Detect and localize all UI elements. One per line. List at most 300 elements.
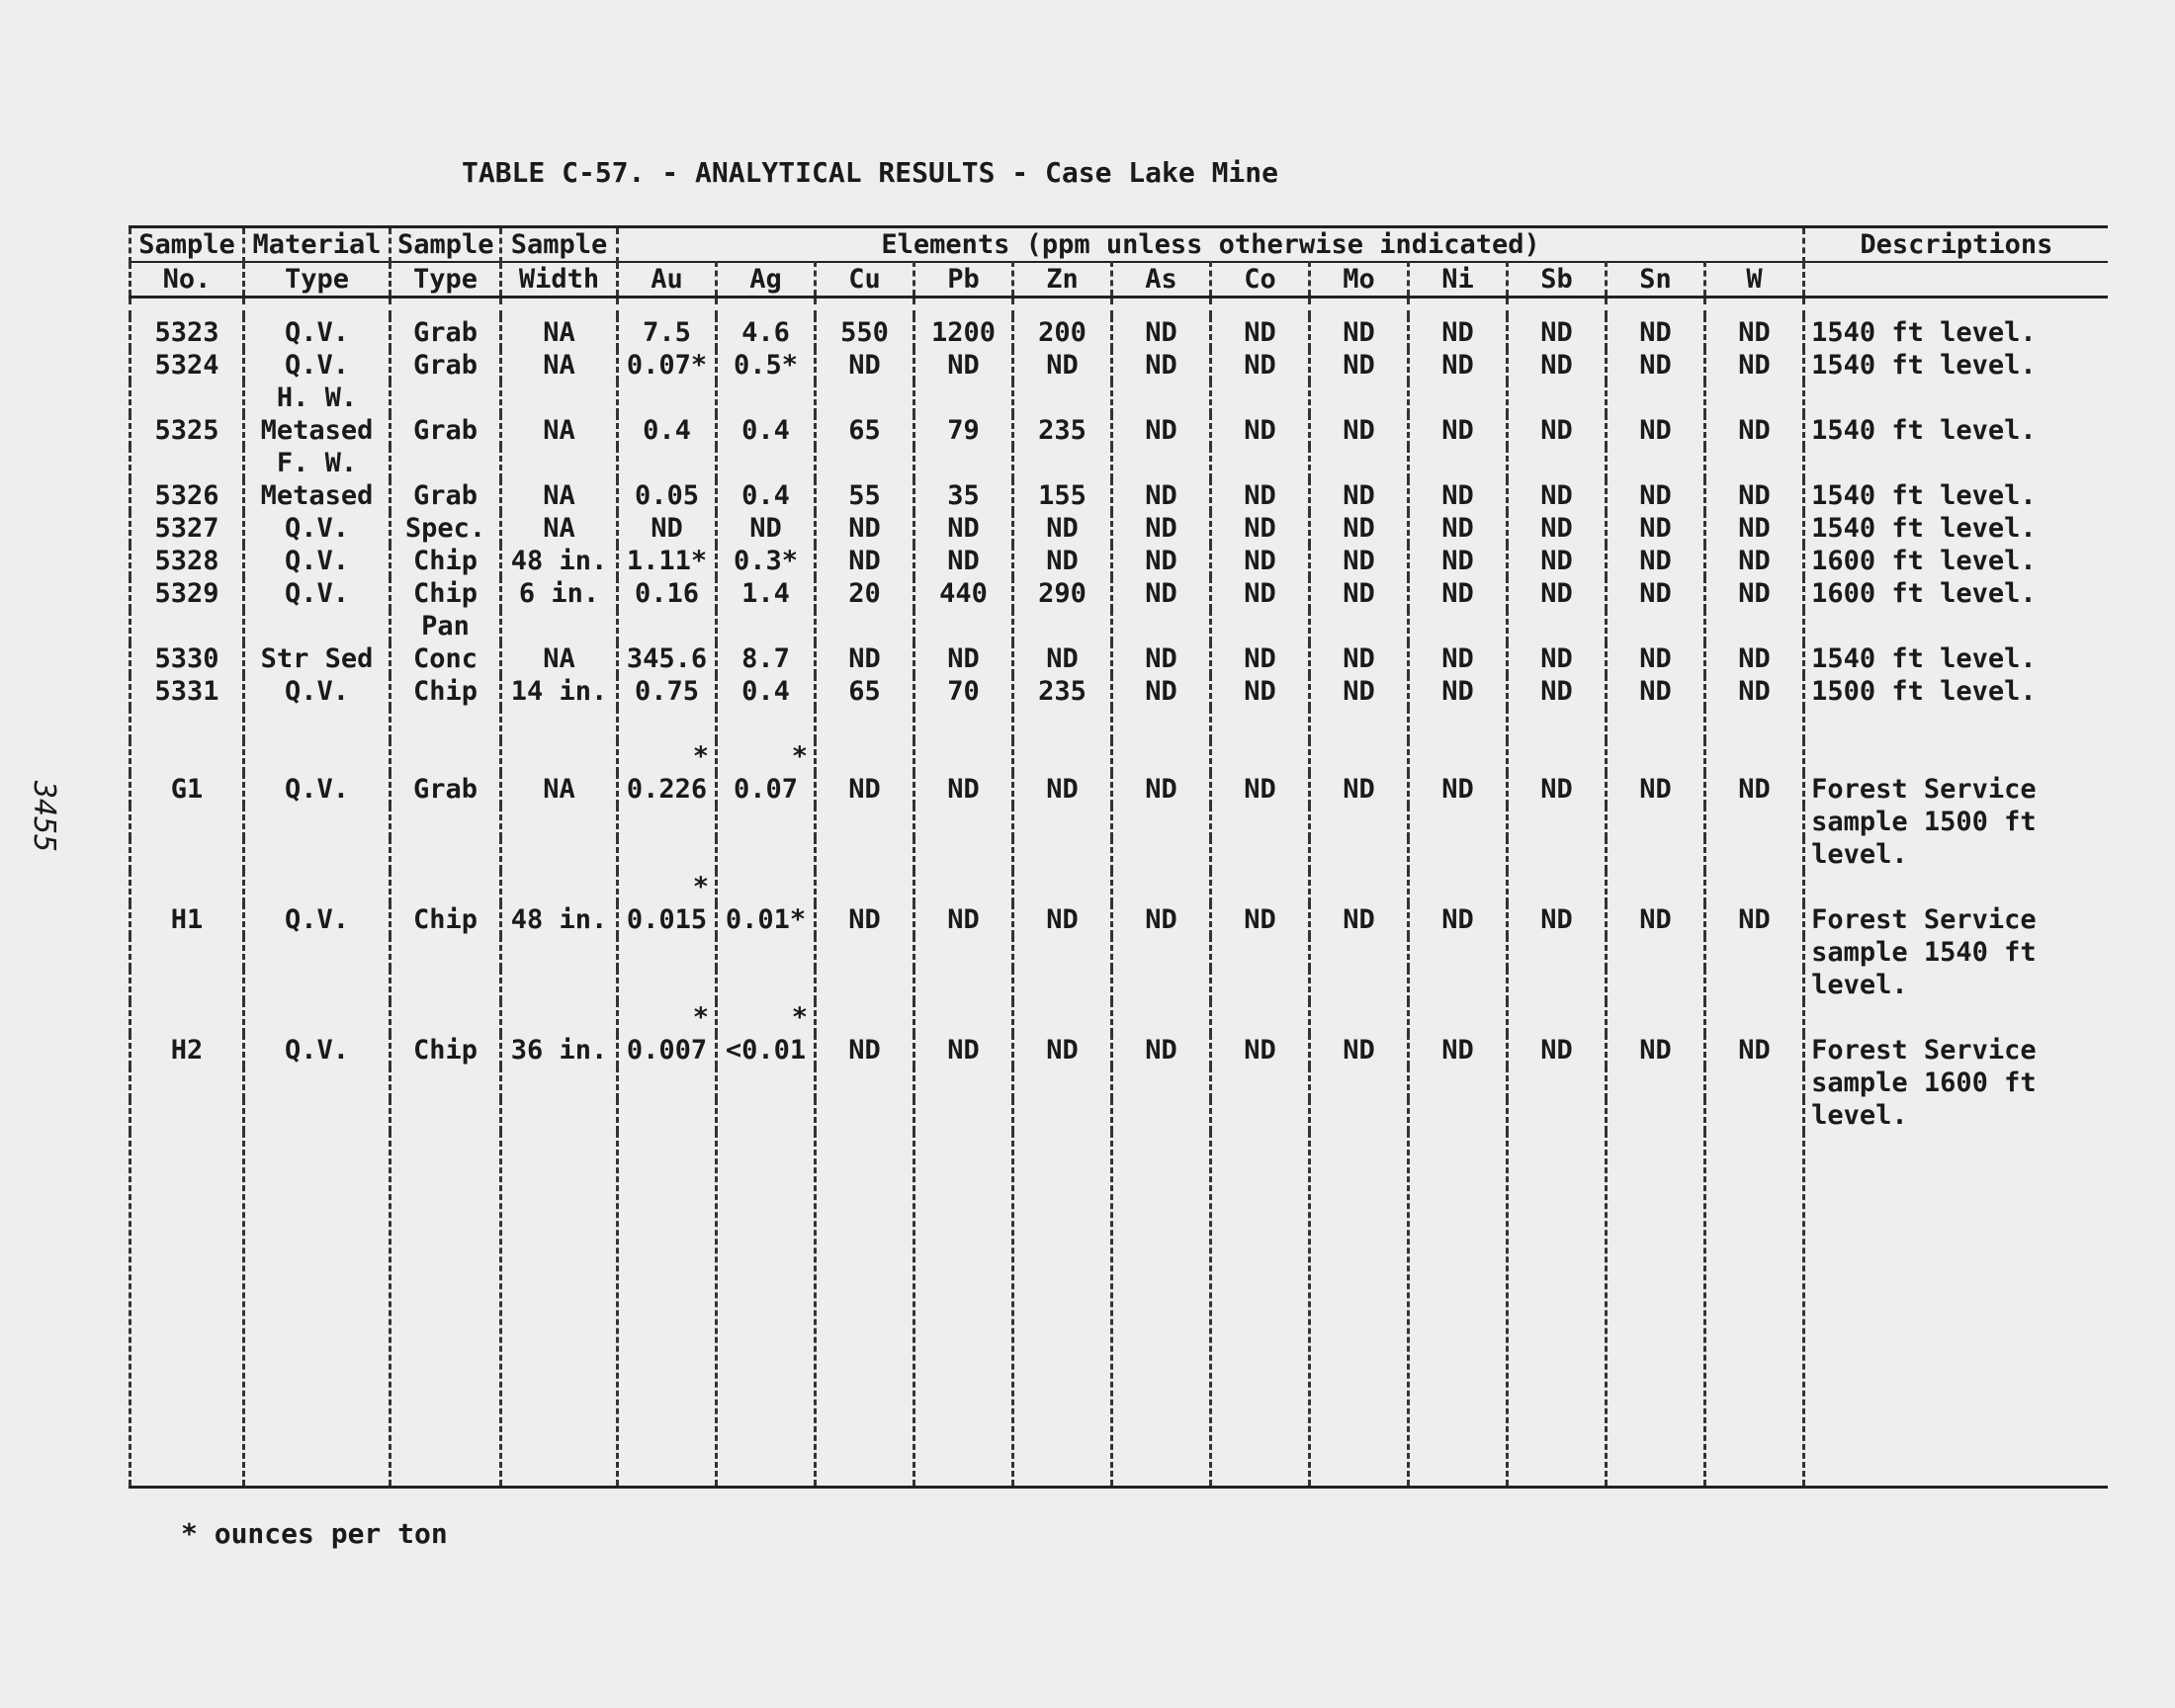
zn-cell: ND: [1013, 545, 1112, 577]
blank-cell: [391, 806, 501, 838]
blank-cell: [1409, 382, 1508, 414]
blank-cell: [130, 382, 244, 414]
header-zn: Zn: [1013, 262, 1112, 298]
blank-cell: [1211, 740, 1310, 773]
blank-cell: [1607, 871, 1705, 903]
as-cell: ND: [1112, 773, 1211, 806]
blank-cell: [1508, 382, 1607, 414]
description-cell: level.: [1804, 838, 2108, 871]
header-sample-type: Sample: [391, 227, 501, 263]
blank-cell: [816, 1132, 914, 1488]
ag-unit-asterisk: *: [717, 1001, 816, 1034]
sample-type-cell: Grab: [391, 414, 501, 447]
blank-cell: [501, 871, 618, 903]
sample-no-cell: 5327: [130, 512, 244, 545]
sample-no-cell: 5330: [130, 642, 244, 675]
blank-cell: [618, 1099, 717, 1132]
material-type-prefix: F. W.: [244, 447, 391, 479]
blank-cell: [244, 708, 391, 740]
blank-cell: [130, 610, 244, 642]
blank-cell: [1211, 806, 1310, 838]
pb-cell: ND: [914, 903, 1013, 936]
blank-cell: [914, 610, 1013, 642]
description-cell: sample 1540 ft: [1804, 936, 2108, 969]
table-row: [130, 675, 2108, 708]
blank-cell: [1705, 610, 1804, 642]
description-cell: 1540 ft level.: [1804, 349, 2108, 382]
ag-cell: 0.5*: [717, 349, 816, 382]
description-cell: Forest Service: [1804, 773, 2108, 806]
as-cell: ND: [1112, 512, 1211, 545]
blank-cell: [501, 1099, 618, 1132]
w-cell: ND: [1705, 512, 1804, 545]
blank-cell: [1607, 806, 1705, 838]
sample-type-cell: Chip: [391, 903, 501, 936]
description-cell: 1540 ft level.: [1804, 414, 2108, 447]
ag-unit-asterisk: [717, 871, 816, 903]
blank-cell: [618, 969, 717, 1001]
cu-cell: ND: [816, 773, 914, 806]
material-type-cell: Q.V.: [244, 577, 391, 610]
blank-cell: [618, 447, 717, 479]
blank-cell: [1804, 708, 2108, 740]
pb-cell: ND: [914, 545, 1013, 577]
au-unit-asterisk: *: [618, 1001, 717, 1034]
au-cell: 0.07*: [618, 349, 717, 382]
blank-cell: [1013, 382, 1112, 414]
ag-cell: 0.4: [717, 479, 816, 512]
blank-cell: [1508, 969, 1607, 1001]
blank-cell: [1607, 610, 1705, 642]
blank-cell: [1013, 1132, 1112, 1488]
blank-cell: [1607, 1099, 1705, 1132]
blank-cell: [1607, 740, 1705, 773]
table-row-prefix: [130, 447, 2108, 479]
au-cell: 0.015: [618, 903, 717, 936]
material-type-cell: Str Sed: [244, 642, 391, 675]
blank-cell: [1211, 969, 1310, 1001]
sample-width-cell: NA: [501, 479, 618, 512]
as-cell: ND: [1112, 1034, 1211, 1067]
blank-cell: [1804, 610, 2108, 642]
sample-type-cell: Chip: [391, 577, 501, 610]
as-cell: ND: [1112, 577, 1211, 610]
material-type-cell: Q.V.: [244, 545, 391, 577]
sn-cell: ND: [1607, 642, 1705, 675]
cu-cell: 55: [816, 479, 914, 512]
cu-cell: 65: [816, 675, 914, 708]
table-row: [130, 577, 2108, 610]
blank-cell: [914, 871, 1013, 903]
blank-cell: [1409, 1132, 1508, 1488]
sample-no-cell: H1: [130, 903, 244, 936]
blank-cell: [391, 1099, 501, 1132]
au-cell: 0.4: [618, 414, 717, 447]
blank-cell: [1013, 936, 1112, 969]
blank-cell: [1013, 740, 1112, 773]
asterisk-row: [130, 740, 2108, 773]
header-sn: Sn: [1607, 262, 1705, 298]
ni-cell: ND: [1409, 414, 1508, 447]
blank-cell: [618, 298, 717, 317]
blank-cell: [391, 1067, 501, 1099]
cu-cell: ND: [816, 349, 914, 382]
blank-cell: [130, 298, 244, 317]
table-row: [130, 773, 2108, 806]
header-no: No.: [130, 262, 244, 298]
blank-cell: [914, 382, 1013, 414]
description-cell: sample 1500 ft: [1804, 806, 2108, 838]
ag-cell: 8.7: [717, 642, 816, 675]
table-body: [130, 298, 2108, 1488]
ni-cell: ND: [1409, 773, 1508, 806]
co-cell: ND: [1211, 545, 1310, 577]
sn-cell: ND: [1607, 349, 1705, 382]
header-pb: Pb: [914, 262, 1013, 298]
sn-cell: ND: [1607, 512, 1705, 545]
blank-cell: [501, 1132, 618, 1488]
blank-cell: [244, 610, 391, 642]
blank-cell: [816, 382, 914, 414]
footnote: * ounces per ton: [181, 1517, 448, 1550]
blank-cell: [1705, 806, 1804, 838]
au-cell: 1.11*: [618, 545, 717, 577]
pb-cell: ND: [914, 773, 1013, 806]
sn-cell: ND: [1607, 1034, 1705, 1067]
description-cell: 1600 ft level.: [1804, 577, 2108, 610]
ni-cell: ND: [1409, 349, 1508, 382]
sample-no-cell: 5323: [130, 316, 244, 349]
blank-cell: [1508, 1132, 1607, 1488]
zn-cell: 290: [1013, 577, 1112, 610]
sample-width-cell: 14 in.: [501, 675, 618, 708]
pb-cell: ND: [914, 642, 1013, 675]
blank-cell: [501, 806, 618, 838]
sample-type-cell: Conc: [391, 642, 501, 675]
blank-cell: [1607, 708, 1705, 740]
blank-cell: [618, 1132, 717, 1488]
sample-type-cell: Grab: [391, 479, 501, 512]
co-cell: ND: [1211, 479, 1310, 512]
blank-cell: [914, 806, 1013, 838]
blank-cell: [1409, 969, 1508, 1001]
blank-cell: [618, 1067, 717, 1099]
blank-cell: [1607, 936, 1705, 969]
ni-cell: ND: [1409, 512, 1508, 545]
blank-cell: [1211, 610, 1310, 642]
blank-cell: [1705, 1067, 1804, 1099]
sample-no-cell: 5324: [130, 349, 244, 382]
blank-cell: [717, 447, 816, 479]
sample-width-cell: NA: [501, 316, 618, 349]
blank-cell: [914, 447, 1013, 479]
ni-cell: ND: [1409, 642, 1508, 675]
co-cell: ND: [1211, 675, 1310, 708]
description-continuation-row: [130, 838, 2108, 871]
au-unit-asterisk: *: [618, 871, 717, 903]
blank-cell: [244, 871, 391, 903]
header-ag: Ag: [717, 262, 816, 298]
description-continuation-row: [130, 969, 2108, 1001]
blank-cell: [1705, 838, 1804, 871]
blank-cell: [1804, 740, 2108, 773]
ag-cell: 0.4: [717, 675, 816, 708]
blank-cell: [1508, 871, 1607, 903]
blank-cell: [1013, 871, 1112, 903]
blank-row: [130, 708, 2108, 740]
blank-cell: [1211, 1001, 1310, 1034]
sb-cell: ND: [1508, 1034, 1607, 1067]
blank-cell: [391, 838, 501, 871]
mo-cell: ND: [1310, 545, 1409, 577]
blank-cell: [816, 708, 914, 740]
blank-cell: [1310, 1067, 1409, 1099]
blank-cell: [816, 871, 914, 903]
sample-width-cell: NA: [501, 414, 618, 447]
header-au: Au: [618, 262, 717, 298]
blank-cell: [391, 447, 501, 479]
blank-cell: [1804, 871, 2108, 903]
table-row: [130, 512, 2108, 545]
blank-cell: [1607, 1067, 1705, 1099]
as-cell: ND: [1112, 642, 1211, 675]
blank-cell: [1705, 447, 1804, 479]
blank-cell: [501, 740, 618, 773]
asterisk-row: [130, 871, 2108, 903]
w-cell: ND: [1705, 349, 1804, 382]
blank-cell: [1508, 936, 1607, 969]
description-cell: Forest Service: [1804, 903, 2108, 936]
blank-cell: [244, 298, 391, 317]
description-cell: 1540 ft level.: [1804, 479, 2108, 512]
ni-cell: ND: [1409, 577, 1508, 610]
w-cell: ND: [1705, 414, 1804, 447]
blank-cell: [1013, 1001, 1112, 1034]
blank-cell: [914, 969, 1013, 1001]
as-cell: ND: [1112, 545, 1211, 577]
blank-cell: [1607, 447, 1705, 479]
sb-cell: ND: [1508, 577, 1607, 610]
table-row: [130, 349, 2108, 382]
au-cell: ND: [618, 512, 717, 545]
table-row: [130, 1034, 2108, 1067]
blank-cell: [717, 806, 816, 838]
blank-cell: [1211, 708, 1310, 740]
blank-cell: [816, 1067, 914, 1099]
description-cell: 1500 ft level.: [1804, 675, 2108, 708]
header-mo: Mo: [1310, 262, 1409, 298]
sample-type-cell: Grab: [391, 349, 501, 382]
blank-cell: [130, 838, 244, 871]
blank-cell: [1508, 838, 1607, 871]
description-continuation-row: [130, 806, 2108, 838]
header-elements: Elements (ppm unless otherwise indicated): [618, 227, 1804, 263]
blank-cell: [1310, 871, 1409, 903]
sn-cell: ND: [1607, 903, 1705, 936]
blank-cell: [1310, 969, 1409, 1001]
blank-cell: [1804, 1001, 2108, 1034]
blank-cell: [1013, 806, 1112, 838]
co-cell: ND: [1211, 512, 1310, 545]
blank-cell: [244, 969, 391, 1001]
mo-cell: ND: [1310, 349, 1409, 382]
blank-cell: [1705, 382, 1804, 414]
blank-cell: [1409, 1099, 1508, 1132]
blank-cell: [816, 1099, 914, 1132]
ni-cell: ND: [1409, 1034, 1508, 1067]
blank-cell: [391, 871, 501, 903]
sample-type-cell: Chip: [391, 675, 501, 708]
sample-width-cell: NA: [501, 773, 618, 806]
material-type-cell: Q.V.: [244, 1034, 391, 1067]
table-row: [130, 545, 2108, 577]
blank-cell: [914, 1001, 1013, 1034]
zn-cell: 155: [1013, 479, 1112, 512]
blank-cell: [1607, 298, 1705, 317]
co-cell: ND: [1211, 316, 1310, 349]
sample-no-cell: 5325: [130, 414, 244, 447]
blank-cell: [1112, 1099, 1211, 1132]
sample-width-cell: NA: [501, 512, 618, 545]
blank-cell: [816, 936, 914, 969]
blank-cell: [1112, 871, 1211, 903]
au-cell: 0.16: [618, 577, 717, 610]
co-cell: ND: [1211, 577, 1310, 610]
material-type-cell: Q.V.: [244, 675, 391, 708]
blank-cell: [244, 1132, 391, 1488]
blank-cell: [244, 806, 391, 838]
blank-cell: [1211, 871, 1310, 903]
w-cell: ND: [1705, 642, 1804, 675]
sample-type-cell: Grab: [391, 316, 501, 349]
cu-cell: ND: [816, 903, 914, 936]
blank-cell: [1705, 871, 1804, 903]
ag-unit-asterisk: *: [717, 740, 816, 773]
blank-cell: [717, 1099, 816, 1132]
as-cell: ND: [1112, 349, 1211, 382]
blank-cell: [717, 1132, 816, 1488]
header-w: W: [1705, 262, 1804, 298]
blank-cell: [501, 969, 618, 1001]
header-descriptions: Descriptions: [1804, 227, 2108, 263]
blank-cell: [1804, 298, 2108, 317]
blank-cell: [1211, 1132, 1310, 1488]
blank-cell: [1705, 1001, 1804, 1034]
blank-cell: [1607, 1132, 1705, 1488]
sn-cell: ND: [1607, 479, 1705, 512]
sn-cell: ND: [1607, 675, 1705, 708]
blank-cell: [618, 838, 717, 871]
blank-cell: [816, 1001, 914, 1034]
cu-cell: ND: [816, 642, 914, 675]
blank-cell: [1310, 806, 1409, 838]
sn-cell: ND: [1607, 577, 1705, 610]
au-cell: 0.007: [618, 1034, 717, 1067]
blank-cell: [1705, 708, 1804, 740]
blank-cell: [501, 610, 618, 642]
sb-cell: ND: [1508, 512, 1607, 545]
blank-cell: [1409, 871, 1508, 903]
as-cell: ND: [1112, 414, 1211, 447]
blank-cell: [1112, 740, 1211, 773]
co-cell: ND: [1211, 414, 1310, 447]
cu-cell: 65: [816, 414, 914, 447]
header-sb: Sb: [1508, 262, 1607, 298]
blank-cell: [1112, 1132, 1211, 1488]
sb-cell: ND: [1508, 675, 1607, 708]
blank-cell: [1310, 1099, 1409, 1132]
blank-cell: [816, 298, 914, 317]
blank-cell: [391, 708, 501, 740]
w-cell: ND: [1705, 675, 1804, 708]
blank-cell: [1013, 447, 1112, 479]
blank-cell: [618, 382, 717, 414]
table-title: TABLE C-57. - ANALYTICAL RESULTS - Case Lake Mine: [461, 156, 1278, 189]
material-type-cell: Q.V.: [244, 512, 391, 545]
mo-cell: ND: [1310, 479, 1409, 512]
description-cell: 1540 ft level.: [1804, 512, 2108, 545]
description-cell: level.: [1804, 969, 2108, 1001]
blank-cell: [130, 936, 244, 969]
blank-cell: [914, 838, 1013, 871]
ag-cell: ND: [717, 512, 816, 545]
blank-cell: [1409, 740, 1508, 773]
blank-cell: [1804, 447, 2108, 479]
au-cell: 0.05: [618, 479, 717, 512]
mo-cell: ND: [1310, 316, 1409, 349]
pb-cell: ND: [914, 349, 1013, 382]
sb-cell: ND: [1508, 773, 1607, 806]
ni-cell: ND: [1409, 316, 1508, 349]
blank-cell: [130, 1099, 244, 1132]
blank-cell: [1508, 806, 1607, 838]
au-unit-asterisk: *: [618, 740, 717, 773]
blank-cell: [1409, 447, 1508, 479]
sample-type-cell: Chip: [391, 545, 501, 577]
blank-cell: [914, 1067, 1013, 1099]
header-type-sample: Type: [391, 262, 501, 298]
blank-cell: [618, 708, 717, 740]
blank-cell: [1112, 1001, 1211, 1034]
as-cell: ND: [1112, 479, 1211, 512]
cu-cell: ND: [816, 1034, 914, 1067]
co-cell: ND: [1211, 349, 1310, 382]
blank-cell: [1112, 969, 1211, 1001]
sb-cell: ND: [1508, 903, 1607, 936]
material-type-cell: Q.V.: [244, 773, 391, 806]
sb-cell: ND: [1508, 545, 1607, 577]
table-row-prefix: [130, 382, 2108, 414]
blank-cell: [1409, 610, 1508, 642]
blank-cell: [1705, 1099, 1804, 1132]
co-cell: ND: [1211, 1034, 1310, 1067]
co-cell: ND: [1211, 773, 1310, 806]
blank-cell: [1211, 298, 1310, 317]
blank-cell: [1409, 1001, 1508, 1034]
w-cell: ND: [1705, 479, 1804, 512]
pb-cell: 1200: [914, 316, 1013, 349]
zn-cell: ND: [1013, 642, 1112, 675]
blank-cell: [1310, 382, 1409, 414]
au-cell: 0.75: [618, 675, 717, 708]
blank-cell: [1705, 936, 1804, 969]
blank-cell: [130, 969, 244, 1001]
blank-cell: [1508, 708, 1607, 740]
blank-cell: [1013, 1067, 1112, 1099]
blank-cell: [130, 1067, 244, 1099]
empty-fill-row: [130, 1132, 2108, 1488]
cu-cell: 550: [816, 316, 914, 349]
